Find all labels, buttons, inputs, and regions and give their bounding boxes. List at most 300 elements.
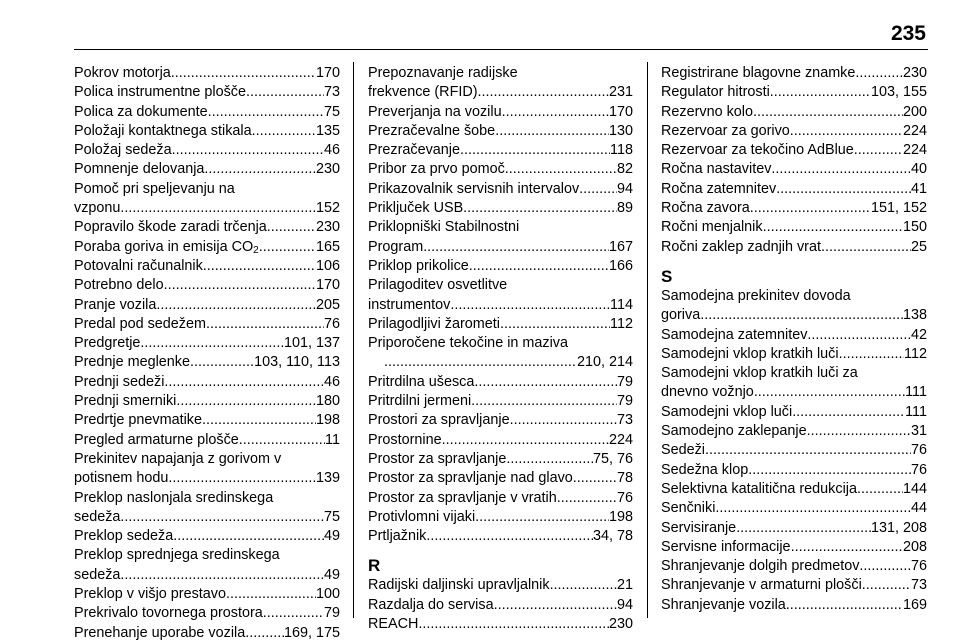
page-reference[interactable]: 34, 78 <box>592 528 633 545</box>
index-entry-term: Servisiranje <box>661 519 737 536</box>
index-entry <box>368 450 633 469</box>
page-reference[interactable]: 11 <box>325 431 340 448</box>
index-entry-term: Samodejna zatemnitev <box>661 326 808 343</box>
leader-dots <box>120 199 316 218</box>
page-reference[interactable]: 230 <box>315 161 340 178</box>
index-entry-term: Prezračevalne šobe <box>368 122 496 139</box>
index-entry <box>661 557 927 576</box>
index-entry <box>74 141 340 160</box>
index-entry-term: Pomoč pri speljevanju na <box>74 180 235 197</box>
index-entry-term: Prednji sedeži <box>74 373 165 390</box>
page-reference[interactable]: 21 <box>616 577 633 594</box>
index-entry <box>661 499 927 518</box>
index-entry-term: Priklopniški Stabilnostni <box>368 219 520 236</box>
leader-dots <box>791 538 903 557</box>
index-entry <box>661 326 927 345</box>
index-entry-term: Servisne informacije <box>661 538 791 555</box>
leader-dots <box>267 218 316 237</box>
index-entry <box>368 431 633 450</box>
leader-dots <box>859 557 911 576</box>
index-entry-term: potisnem hodu <box>74 470 169 487</box>
page-reference[interactable]: 198 <box>608 508 633 525</box>
leader-dots <box>263 604 324 623</box>
index-entry-term: Shranjevanje v armaturni plošči <box>661 577 862 594</box>
leader-dots <box>474 373 617 392</box>
index-entry <box>368 469 633 488</box>
index-entry-term: Preverjanja na vozilu <box>368 103 502 120</box>
index-entry <box>661 364 927 403</box>
leader-dots <box>469 257 609 276</box>
index-entry-term: Polica instrumentne plošče <box>74 84 246 101</box>
leader-dots <box>770 83 871 102</box>
index-entry-term: Prezračevanje <box>368 142 460 159</box>
index-column-3 <box>661 64 927 615</box>
index-entry-term: Pranje vozila <box>74 296 157 313</box>
leader-dots <box>475 508 609 527</box>
index-entry-term: Rezervoar za tekočino AdBlue <box>661 142 854 159</box>
leader-dots <box>763 218 903 237</box>
index-entry <box>368 615 633 634</box>
page-reference[interactable]: 76 <box>910 558 927 575</box>
index-entry-term: Polica za dokumente <box>74 103 208 120</box>
index-entry-term: Preklop v višjo prestavo <box>74 586 226 603</box>
index-entry-term: frekvence (RFID) <box>368 84 478 101</box>
page-reference[interactable]: 167 <box>608 238 633 255</box>
index-entry <box>368 596 633 615</box>
index-entry <box>74 257 340 276</box>
index-entry-term: Rezervoar za gorivo <box>661 122 790 139</box>
leader-dots <box>700 306 903 325</box>
index-entry <box>74 64 340 83</box>
page-reference[interactable]: 169, 175 <box>283 624 340 641</box>
index-entry <box>661 160 927 179</box>
index-entry-term: instrumentov <box>368 296 451 313</box>
page-reference[interactable]: 40 <box>910 161 927 178</box>
page-reference[interactable]: 46 <box>323 142 340 159</box>
index-column-1 <box>74 64 340 643</box>
index-entry-term: Prostori za spravljanje <box>368 412 510 429</box>
page-reference[interactable]: 106 <box>315 257 340 274</box>
page-reference[interactable]: 208 <box>902 538 927 555</box>
index-entry <box>74 334 340 353</box>
index-entry-term: Pregled armaturne plošče <box>74 431 239 448</box>
index-entry <box>74 315 340 334</box>
index-entry <box>368 276 633 315</box>
index-entry-term: Registrirane blagovne znamke <box>661 65 856 81</box>
index-entry-term: Pritrdilna ušesca <box>368 373 475 390</box>
leader-dots <box>861 480 903 499</box>
leader-dots <box>790 122 903 141</box>
index-entry <box>74 180 340 219</box>
page-reference[interactable]: 231 <box>608 84 633 101</box>
index-entry-term: Samodejni vklop kratkih luči za <box>661 365 858 382</box>
index-entry-term: Prekrivalo tovornega prostora <box>74 605 263 622</box>
index-entry-term: Predrtje pnevmatike <box>74 412 202 429</box>
page-reference[interactable]: 165 <box>315 238 340 255</box>
leader-dots <box>226 585 316 604</box>
index-entry <box>74 296 340 315</box>
page-reference[interactable]: 111 <box>905 384 927 401</box>
index-entry <box>74 276 340 295</box>
page-reference[interactable]: 131, 208 <box>870 519 927 536</box>
index-entry <box>368 180 633 199</box>
leader-dots <box>736 519 871 538</box>
index-column-2 <box>368 64 633 634</box>
index-entry-term: Prtljažnik <box>368 528 427 545</box>
page-reference[interactable]: 118 <box>610 142 633 159</box>
page-reference[interactable]: 73 <box>323 84 340 101</box>
leader-dots <box>478 83 609 102</box>
page-reference[interactable]: 44 <box>910 500 927 517</box>
page-reference[interactable]: 230 <box>902 65 927 81</box>
leader-dots <box>715 499 911 518</box>
index-entry <box>74 411 340 430</box>
index-entry <box>368 392 633 411</box>
index-entry <box>368 508 633 527</box>
header-rule <box>74 49 928 50</box>
leader-dots <box>173 527 324 546</box>
index-entry <box>74 353 340 372</box>
index-entry-term: Pokrov motorja <box>74 65 171 81</box>
index-entry-term: Priključek USB <box>368 200 464 217</box>
page-reference[interactable]: 224 <box>608 431 633 448</box>
leader-dots <box>423 238 609 257</box>
page-reference[interactable]: 112 <box>610 315 633 332</box>
subscript: 2 <box>253 244 259 256</box>
page-reference[interactable]: 73 <box>910 577 927 594</box>
index-entry <box>661 122 927 141</box>
page-reference[interactable]: 170 <box>315 65 340 81</box>
index-entry <box>661 403 927 422</box>
column-divider <box>647 62 648 618</box>
page-reference[interactable]: 76 <box>616 489 633 506</box>
index-entry <box>368 257 633 276</box>
leader-dots <box>579 180 617 199</box>
page-reference[interactable]: 31 <box>910 423 927 440</box>
page-reference[interactable]: 144 <box>902 480 927 497</box>
index-entry <box>74 489 340 528</box>
index-entry-term: Protivlomni vijaki <box>368 508 476 525</box>
index-entry-term: Prednji smerniki <box>74 393 177 410</box>
index-entry-term: Prikazovalnik servisnih intervalov <box>368 180 580 197</box>
leader-dots <box>494 596 617 615</box>
leader-dots <box>506 450 593 469</box>
index-entry-term: Pomnenje delovanja <box>74 161 205 178</box>
index-entry <box>74 160 340 179</box>
index-entry <box>661 64 927 83</box>
index-entry <box>661 461 927 480</box>
leader-dots <box>754 383 905 402</box>
index-entry <box>74 585 340 604</box>
leader-dots <box>792 403 905 422</box>
leader-dots <box>203 257 316 276</box>
index-entry <box>661 538 927 557</box>
index-entry <box>368 141 633 160</box>
index-entry-term: Shranjevanje dolgih predmetov <box>661 558 860 575</box>
leader-dots <box>120 508 324 527</box>
index-entry <box>661 141 927 160</box>
leader-dots <box>156 296 316 315</box>
page-reference[interactable]: 79 <box>616 373 633 390</box>
leader-dots <box>557 489 617 508</box>
page-reference[interactable]: 230 <box>315 219 340 236</box>
index-entry <box>661 180 927 199</box>
page-reference[interactable]: 75 <box>323 508 340 525</box>
index-entry <box>368 576 633 595</box>
page-reference[interactable]: 76 <box>323 315 340 332</box>
index-entry-term: Ročni zaklep zadnjih vrat <box>661 238 821 255</box>
leader-dots <box>510 411 617 430</box>
index-entry-term: Prostor za spravljanje nad glavo <box>368 470 573 487</box>
leader-dots <box>500 315 610 334</box>
page-reference[interactable]: 139 <box>315 470 340 487</box>
page-reference[interactable]: 224 <box>902 122 927 139</box>
index-entry-term: Samodejni vklop luči <box>661 403 793 420</box>
index-entry <box>368 373 633 392</box>
page-number: 235 <box>890 22 926 45</box>
leader-dots <box>786 596 903 615</box>
page-reference[interactable]: 103, 155 <box>870 84 927 101</box>
index-entry-term: Položaji kontaktnega stikala <box>74 122 252 139</box>
leader-dots <box>204 160 316 179</box>
page-reference[interactable]: 78 <box>616 470 633 487</box>
leader-dots <box>821 238 911 257</box>
page-reference[interactable]: 41 <box>910 180 927 197</box>
leader-dots <box>450 296 610 315</box>
index-entry-term: Priklop prikolice <box>368 257 469 274</box>
index-entry-term: Položaj sedeža <box>74 142 172 159</box>
page-reference[interactable]: 112 <box>904 345 927 362</box>
column-divider <box>353 62 354 618</box>
page-reference[interactable]: 75 <box>323 103 340 120</box>
page-reference[interactable]: 94 <box>616 180 633 197</box>
page-reference[interactable]: 170 <box>608 103 633 120</box>
leader-dots <box>854 141 903 160</box>
page-reference[interactable]: 210, 214 <box>576 354 633 371</box>
index-entry <box>368 527 633 546</box>
index-entry-term: Ročna zavora <box>661 200 750 217</box>
leader-dots <box>239 431 325 450</box>
index-entry-term: Ročna nastavitev <box>661 161 772 178</box>
leader-dots <box>495 122 609 141</box>
leader-dots <box>550 576 617 595</box>
page-reference[interactable]: 200 <box>902 103 927 120</box>
index-entry <box>74 450 340 489</box>
page-reference[interactable]: 111 <box>905 403 927 420</box>
index-entry-term: Regulator hitrosti <box>661 84 770 101</box>
page-reference[interactable]: 79 <box>616 393 633 410</box>
index-entry-term: Poraba goriva in emisija $CO_2$ <box>74 238 259 256</box>
index-entry-term: Samodejni vklop kratkih luči <box>661 345 839 362</box>
index-entry-term: Senčniki <box>661 500 716 517</box>
index-entry <box>661 83 927 102</box>
page-reference[interactable]: 114 <box>610 296 633 313</box>
index-entry <box>368 160 633 179</box>
page-reference[interactable]: 46 <box>323 373 340 390</box>
index-entry-term: dnevno vožnjo <box>661 384 754 401</box>
index-entry <box>74 238 340 257</box>
index-entry-term: goriva <box>661 307 701 324</box>
index-entry-term: Preklop sprednjega sredinskega <box>74 547 280 564</box>
index-entry <box>368 199 633 218</box>
index-entry <box>661 103 927 122</box>
leader-dots <box>249 624 284 643</box>
index-entry-term: Potrebno delo <box>74 277 164 294</box>
page-reference[interactable]: 73 <box>616 412 633 429</box>
leader-dots <box>807 422 911 441</box>
leader-dots <box>839 345 904 364</box>
leader-dots <box>259 238 316 257</box>
leader-dots <box>753 103 903 122</box>
index-entry <box>368 103 633 122</box>
index-entry-term: Popravilo škode zaradi trčenja <box>74 219 267 236</box>
leader-dots <box>463 199 617 218</box>
index-entry-term: Preklop sedeža <box>74 528 174 545</box>
index-entry-term: Prostornine <box>368 431 442 448</box>
index-entry <box>368 315 633 334</box>
page-reference[interactable]: 166 <box>608 257 633 274</box>
page-reference[interactable]: 82 <box>616 161 633 178</box>
index-entry <box>661 576 927 595</box>
leader-dots <box>855 64 903 83</box>
index-entry <box>661 441 927 460</box>
index-entry-term: Prepoznavanje radijske <box>368 65 518 81</box>
leader-dots <box>442 431 609 450</box>
index-entry-term: Prilagoditev osvetlitve <box>368 277 508 294</box>
section-letter: S <box>661 266 673 286</box>
page-reference[interactable]: 49 <box>323 528 340 545</box>
index-entry <box>661 596 927 615</box>
leader-dots <box>208 103 324 122</box>
index-entry-term: Predgretje <box>74 335 141 352</box>
index-entry-term: Prenehanje uporabe vozila. <box>74 624 250 641</box>
page-reference[interactable]: 49 <box>323 566 340 583</box>
index-entry <box>74 373 340 392</box>
index-entry-term: Preklop naslonjala sredinskega <box>74 489 274 506</box>
index-entry <box>661 480 927 499</box>
index-entry <box>661 238 927 257</box>
leader-dots <box>164 276 316 295</box>
leader-dots <box>176 392 316 411</box>
index-entry-term: Radijski daljinski upravljalnik <box>368 577 550 594</box>
leader-dots <box>807 326 911 345</box>
index-entry-term: Selektivna katalitična redukcija. <box>661 480 861 497</box>
index-entry <box>74 431 340 450</box>
page-reference[interactable]: 170 <box>315 277 340 294</box>
page-reference[interactable]: 224 <box>902 142 927 159</box>
leader-dots <box>202 411 316 430</box>
index-entry <box>368 489 633 508</box>
index-entry-term: Predal pod sedežem <box>74 315 206 332</box>
index-entry-term: Ročna zatemnitev <box>661 180 777 197</box>
leader-dots <box>171 64 316 83</box>
index-entry <box>661 199 927 218</box>
page-reference[interactable]: 169 <box>902 596 927 613</box>
index-entry <box>74 122 340 141</box>
index-entry <box>368 411 633 430</box>
leader-dots <box>246 83 324 102</box>
index-entry-term: Prostor za spravljanje <box>368 450 507 467</box>
page-reference[interactable]: 75, 76 <box>592 450 633 467</box>
index-entry <box>661 422 927 441</box>
index-entry-term: sedeža <box>74 508 121 525</box>
leader-dots <box>505 160 617 179</box>
index-entry-term: Ročni menjalnik <box>661 219 763 236</box>
index-entry <box>74 103 340 122</box>
index-entry <box>74 527 340 546</box>
index-entry <box>74 83 340 102</box>
index-entry-term: sedeža <box>74 566 121 583</box>
leader-dots <box>460 141 610 160</box>
index-entry-term: Prilagodljivi žarometi <box>368 315 500 332</box>
index-entry-term: Shranjevanje vozila <box>661 596 786 613</box>
index-entry-term: Prekinitev napajanja z gorivom v <box>74 450 282 467</box>
page-reference[interactable]: 198 <box>315 412 340 429</box>
index-entry <box>74 392 340 411</box>
page-reference[interactable]: 100 <box>315 586 340 603</box>
page-reference[interactable]: 76 <box>910 461 927 478</box>
index-entry <box>661 218 927 237</box>
page-reference[interactable]: 152 <box>315 200 340 217</box>
index-entry-term: Potovalni računalnik <box>74 257 203 274</box>
index-entry <box>74 604 340 623</box>
index-entry-term: Sedežna klop <box>661 461 749 478</box>
page-reference[interactable]: 94 <box>616 596 633 613</box>
index-entry <box>368 218 633 257</box>
page-reference[interactable]: 79 <box>323 605 340 622</box>
index-entry-term: Samodejna prekinitev dovoda <box>661 287 851 304</box>
page-reference[interactable]: 76 <box>910 442 927 459</box>
index-entry-term: REACH <box>368 616 419 633</box>
index-entry <box>368 334 633 373</box>
index-entry-term: Prednje meglenke <box>74 354 190 371</box>
leader-dots <box>252 122 316 141</box>
index-entry-term: Rezervno kolo <box>661 103 753 120</box>
index-entry-term: Sedeži <box>661 442 706 459</box>
leader-dots <box>164 373 324 392</box>
page-reference[interactable]: 89 <box>616 200 633 217</box>
page-reference[interactable]: 103, 110, 113 <box>254 354 340 371</box>
leader-dots <box>748 461 911 480</box>
index-entry <box>661 287 927 326</box>
index-entry <box>661 345 927 364</box>
page-reference[interactable]: 130 <box>608 122 633 139</box>
leader-dots <box>140 334 284 353</box>
page-reference[interactable]: 138 <box>902 307 927 324</box>
leader-dots <box>502 103 609 122</box>
leader-dots <box>471 392 617 411</box>
leader-dots <box>426 527 593 546</box>
leader-dots <box>705 441 911 460</box>
index-entry-term: Prostor za spravljanje v vratih <box>368 489 557 506</box>
index-entry <box>74 218 340 237</box>
index-entry-term: Pribor za prvo pomoč <box>368 161 505 178</box>
page-reference[interactable]: 42 <box>910 326 927 343</box>
page-reference[interactable]: 25 <box>910 238 927 255</box>
page-reference[interactable]: 150 <box>902 219 927 236</box>
leader-dots <box>418 615 609 634</box>
page-reference[interactable]: 101, 137 <box>283 335 340 352</box>
page-reference[interactable]: 205 <box>315 296 340 313</box>
page-reference[interactable]: 151, 152 <box>870 200 927 217</box>
page-reference[interactable]: 230 <box>608 616 633 633</box>
page-reference[interactable]: 135 <box>315 122 340 139</box>
leader-dots <box>190 353 254 372</box>
leader-dots <box>120 566 324 585</box>
page-reference[interactable]: 180 <box>315 393 340 410</box>
leader-dots <box>573 469 617 488</box>
index-entry-term: Program <box>368 238 424 255</box>
